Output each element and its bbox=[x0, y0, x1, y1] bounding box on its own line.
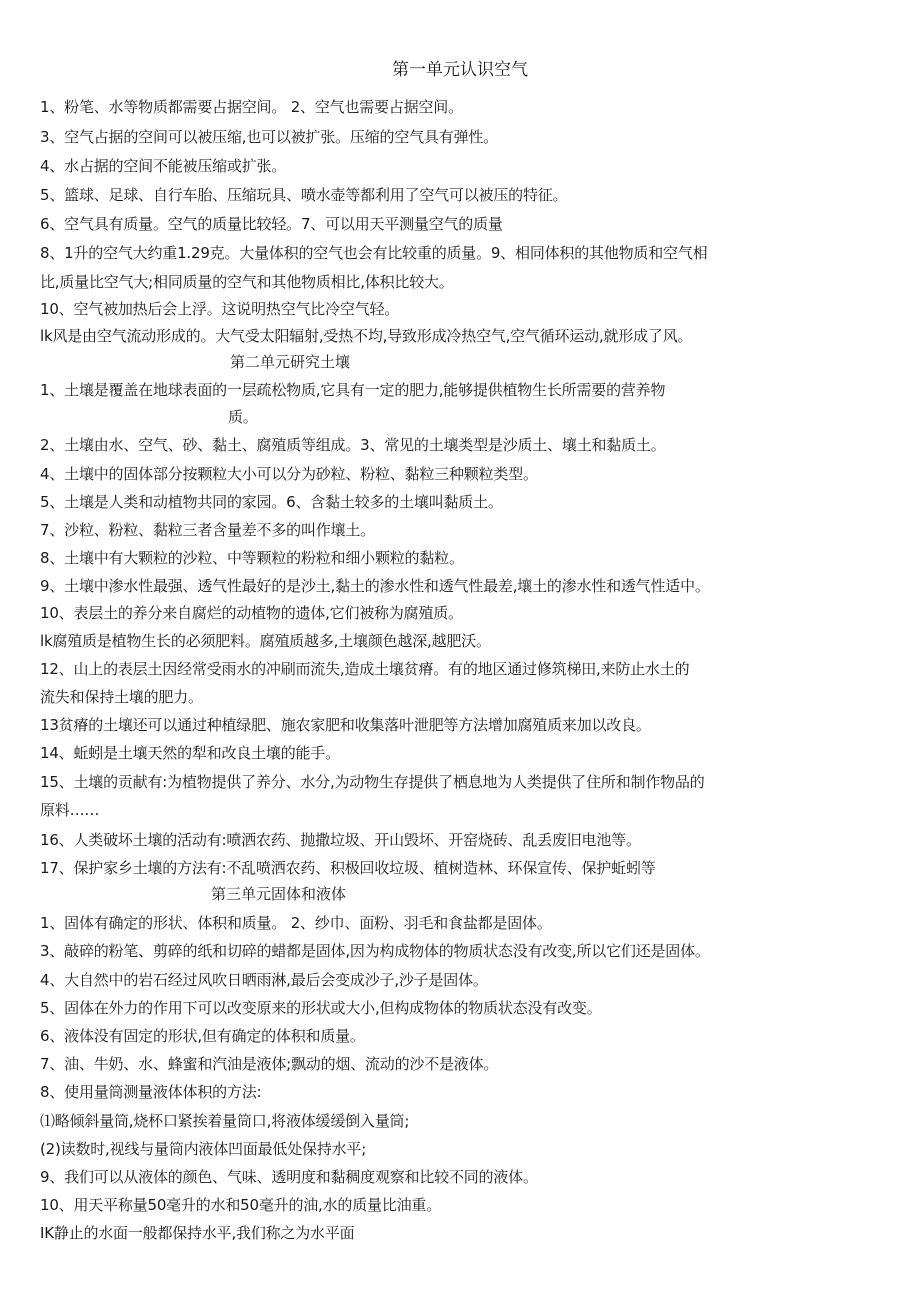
unit2-line: 1、土壤是覆盖在地球表面的一层疏松物质,它具有一定的肥力,能够提供植物生长所需要的营养物 bbox=[40, 381, 666, 399]
unit3-line: 5、固体在外力的作用下可以改变原来的形状或大小,但构成物体的物质状态没有改变。 bbox=[40, 999, 602, 1017]
unit1-line: 5、篮球、足球、自行车胎、压缩玩具、喷水壶等都利用了空气可以被压的特征。 bbox=[40, 186, 568, 204]
unit2-line: 5、土壤是人类和动植物共同的家园。6、含黏土较多的土壤叫黏质土。 bbox=[40, 493, 503, 511]
unit2-line: 2、土壤由水、空气、砂、黏土、腐殖质等组成。3、常见的土壤类型是沙质土、壤土和黏质土。 bbox=[40, 436, 666, 454]
unit2-line: 16、人类破坏土壤的活动有:喷洒农药、抛撒垃圾、开山毁坏、开窑烧砖、乱丢废旧电池等。 bbox=[40, 831, 641, 849]
unit3-line: 1、固体有确定的形状、体积和质量。 2、纱巾、面粉、羽毛和食盐都是固体。 bbox=[40, 914, 552, 932]
unit3-line: 7、油、牛奶、水、蜂蜜和汽油是液体;飘动的烟、流动的沙不是液体。 bbox=[40, 1055, 499, 1073]
unit2-line: 4、土壤中的固体部分按颗粒大小可以分为砂粒、粉粒、黏粒三种颗粒类型。 bbox=[40, 465, 538, 483]
unit1-line: 10、空气被加热后会上浮。这说明热空气比冷空气轻。 bbox=[40, 300, 400, 318]
unit1-line: 6、空气具有质量。空气的质量比较轻。7、可以用天平测量空气的质量 bbox=[40, 215, 503, 233]
unit1-line: 1、粉笔、水等物质都需要占据空间。 2、空气也需要占据空间。 bbox=[40, 98, 463, 116]
unit1-title: 第一单元认识空气 bbox=[392, 60, 528, 80]
unit1-line: 8、1升的空气大约重1.29克。大量体积的空气也会有比较重的质量。9、相同体积的其他物质和空气相 bbox=[40, 244, 708, 262]
unit2-line: 15、土壤的贡献有:为植物提供了养分、水分,为动物生存提供了栖息地为人类提供了住所和制作物品的 bbox=[40, 773, 705, 791]
unit2-line: 原料…… bbox=[40, 801, 100, 819]
unit1-line: lk风是由空气流动形成的。大气受太阳辐射,受热不均,导致形成冷热空气,空气循环运动,就形成了风。 bbox=[40, 327, 693, 345]
unit3-line: IK静止的水面一般都保持水平,我们称之为水平面 bbox=[40, 1224, 355, 1242]
unit3-line: 9、我们可以从液体的颜色、气味、透明度和黏稠度观察和比较不同的液体。 bbox=[40, 1168, 538, 1186]
unit2-line: 9、土壤中渗水性最强、透气性最好的是沙土,黏土的渗水性和透气性最差,壤土的渗水性和透气性适中。 bbox=[40, 577, 710, 595]
unit3-line: 6、液体没有固定的形状,但有确定的体积和质量。 bbox=[40, 1027, 365, 1045]
unit1-line: 比,质量比空气大;相同质量的空气和其他物质相比,体积比较大。 bbox=[40, 273, 454, 291]
unit3-line: 3、敲碎的粉笔、剪碎的纸和切碎的蜡都是固体,因为构成物体的物质状态没有改变,所以它们还是固体。 bbox=[40, 942, 710, 960]
unit3-line: (2)读数时,视线与量筒内液体凹面最低处保持水平; bbox=[40, 1140, 367, 1158]
unit2-line: 12、山上的表层土因经常受雨水的冲刷而流失,造成土壤贫瘠。有的地区通过修筑梯田,来防止水土的 bbox=[40, 660, 690, 678]
unit3-line: ⑴略倾斜量筒,烧杯口紧挨着量筒口,将液体缓缓倒入量筒; bbox=[40, 1112, 410, 1130]
unit3-line: 10、用天平称量50毫升的水和50毫升的油,水的质量比油重。 bbox=[40, 1196, 442, 1214]
unit1-line: 3、空气占据的空间可以被压缩,也可以被扩张。压缩的空气具有弹性。 bbox=[40, 128, 498, 146]
unit3-line: 4、大自然中的岩石经过风吹日晒雨淋,最后会变成沙子,沙子是固体。 bbox=[40, 971, 488, 989]
unit2-line: 13贫瘠的土壤还可以通过种植绿肥、施农家肥和收集落叶泄肥等方法增加腐殖质来加以改良。 bbox=[40, 716, 651, 734]
unit3-line: 8、使用量筒测量液体体积的方法: bbox=[40, 1083, 262, 1101]
unit2-line: 质。 bbox=[228, 408, 258, 426]
unit2-line: 8、土壤中有大颗粒的沙粒、中等颗粒的粉粒和细小颗粒的黏粒。 bbox=[40, 549, 464, 567]
unit2-line: 流失和保持土壤的肥力。 bbox=[40, 688, 203, 706]
unit2-line: 7、沙粒、粉粒、黏粒三者含量差不多的叫作壤土。 bbox=[40, 521, 375, 539]
unit3-title: 第三单元固体和液体 bbox=[211, 885, 347, 903]
unit2-line: 10、表层土的养分来自腐烂的动植物的遗体,它们被称为腐殖质。 bbox=[40, 604, 463, 622]
unit1-line: 4、水占据的空间不能被压缩或扩张。 bbox=[40, 157, 287, 175]
unit2-line: 14、蚯蚓是土壤天然的犁和改良土壤的能手。 bbox=[40, 744, 340, 762]
unit2-title: 第二单元研究土壤 bbox=[230, 353, 351, 371]
unit2-line: 17、保护家乡土壤的方法有:不乱喷洒农药、积极回收垃圾、植树造林、环保宣传、保护蚯蚓等 bbox=[40, 859, 656, 877]
unit2-line: lk腐殖质是植物生长的必须肥料。腐殖质越多,土壤颜色越深,越肥沃。 bbox=[40, 632, 491, 650]
